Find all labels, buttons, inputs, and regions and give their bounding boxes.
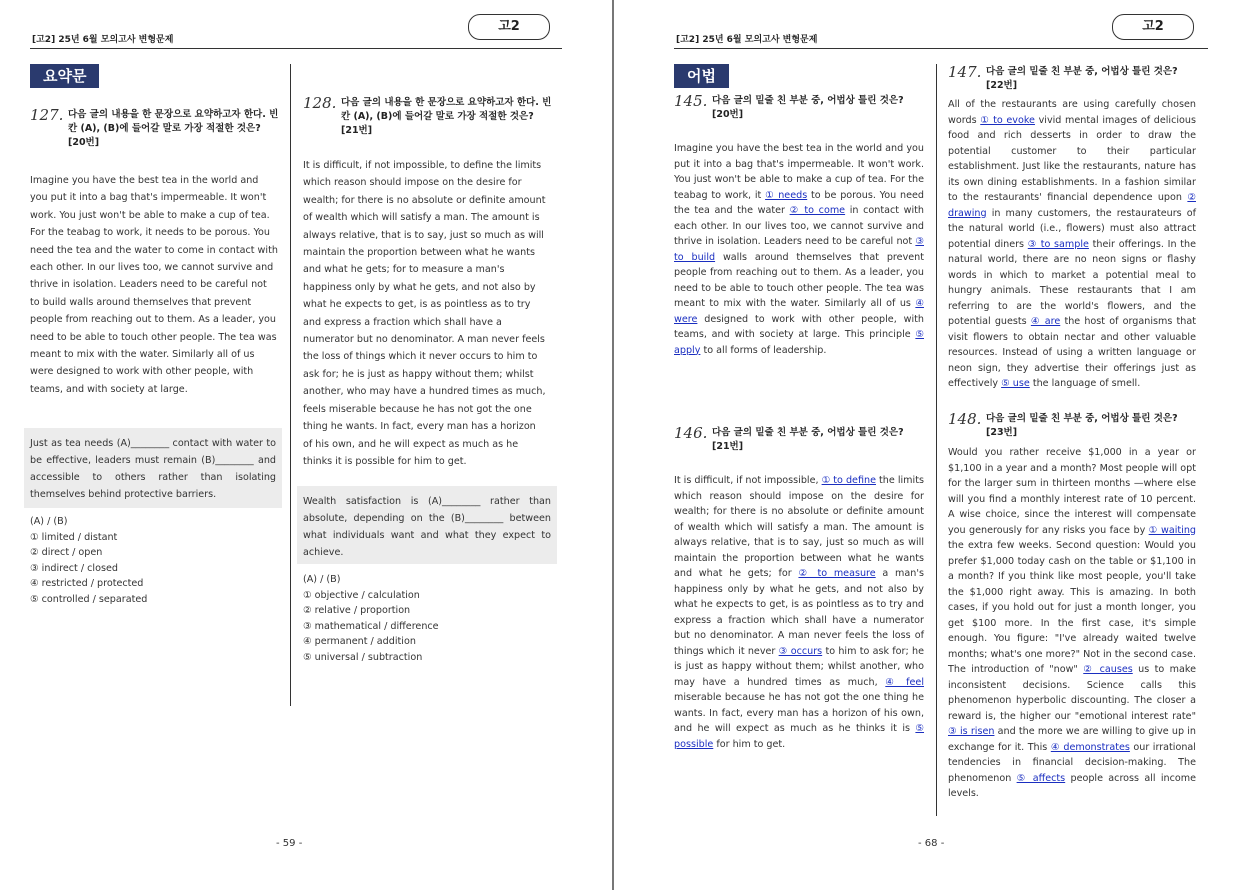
option-4[interactable]: ④ permanent / addition	[303, 636, 416, 648]
question-number: 148.	[948, 410, 982, 428]
passage-text: a man's happiness only by what he gets, and not also by what he expects to get, is as pointless as to try and express a fraction which shall have a numerator but no denominator. A man never feels the loss of things which it never	[674, 568, 924, 657]
underlined-choice-3[interactable]: ③ to build	[674, 236, 924, 263]
passage-147	[948, 97, 1196, 392]
passage-text: to him to ask for; he is just as happy without them; whilst another, who may have a hundred times as much,	[674, 645, 924, 688]
passage-145	[674, 141, 924, 358]
option-1[interactable]: ① objective / calculation	[303, 589, 420, 601]
option-3[interactable]: ③ indirect / closed	[30, 562, 118, 574]
underlined-choice-4[interactable]: ④ are	[1030, 316, 1061, 327]
underlined-choice-2[interactable]: ② causes	[1083, 664, 1133, 675]
options-128	[303, 572, 553, 666]
question-points: [20번]	[68, 137, 100, 148]
passage-127: Imagine you have the best tea in the world and you put it into a bag that's impermeable. It won't work. You just won't be able to make a cup of tea. For the teabag to work, it needs to be porous. You need the tea and the water to come in contact with each other. In our lives too, we cannot survive and thrive in isolation. Leaders need to be careful not to build walls around themselves that prevent people from reaching out to them. As a leader, you need to be able to touch other people. The tea was meant to mix with the water. Similarly all of us were designed to work with other people, with teams, and with society at large.	[30, 175, 278, 395]
question-number: 145.	[674, 92, 708, 110]
question-number: 146.	[674, 424, 708, 442]
underlined-choice-2[interactable]: ② drawing	[948, 192, 1196, 219]
question-instruction	[341, 94, 553, 138]
passage-text: and the more we are willing to give up in exchange for it. This	[948, 726, 1196, 753]
underlined-choice-5[interactable]: ⑤ possible	[674, 723, 925, 750]
question-instruction	[986, 410, 1198, 440]
passage-text: It is difficult, if not impossible,	[674, 475, 819, 486]
option-4[interactable]: ④ restricted / protected	[30, 578, 144, 590]
question-points: [20번]	[712, 109, 744, 120]
grade-badge: 고2	[468, 14, 550, 40]
passage-text: people across all income levels.	[948, 772, 1196, 799]
passage-text: walls around themselves that prevent people from reaching out to them. As a leader, you need to be able to touch other people. The tea was meant to mix with the water. Similarly all of us	[674, 251, 924, 309]
passage-text: Imagine you have the best tea in the world and you put it into a bag that's impermeable. It won't work. You just won't be able to make a cup of tea. For the teabag to work, it	[674, 143, 924, 201]
question-points: [23번]	[986, 427, 1018, 438]
page-number: - 68 -	[918, 838, 945, 849]
option-2[interactable]: ② direct / open	[30, 547, 103, 559]
instruction-text: 다음 글의 내용을 한 문장으로 요약하고자 한다. 빈칸 (A), (B)에 들어갈 말로 가장 적절한 것은?	[68, 109, 279, 134]
passage-text: in many customers, the restaurateurs of the natural world (i.e., flowers) must also attract potential diners	[948, 207, 1196, 250]
question-146	[674, 424, 926, 454]
underlined-choice-5[interactable]: ⑤ affects	[1016, 772, 1066, 784]
question-128	[303, 94, 555, 138]
question-148	[948, 410, 1200, 440]
underlined-choice-1[interactable]: ① to evoke	[980, 114, 1035, 126]
options-header: (A) / (B)	[303, 574, 341, 585]
option-5[interactable]: ⑤ universal / subtraction	[303, 651, 423, 663]
page-header: [고2] 25년 6월 모의고사 변형문제	[676, 35, 818, 45]
option-3[interactable]: ③ mathematical / difference	[303, 620, 439, 632]
options-127	[30, 514, 280, 608]
underlined-choice-2[interactable]: ② to measure	[798, 568, 876, 579]
option-1[interactable]: ① limited / distant	[30, 531, 118, 543]
question-instruction	[712, 92, 924, 122]
page-number: - 59 -	[276, 838, 303, 849]
option-5[interactable]: ⑤ controlled / separated	[30, 593, 148, 605]
question-instruction	[68, 106, 280, 150]
underlined-choice-2[interactable]: ② to come	[789, 205, 846, 216]
question-number: 127.	[30, 106, 64, 124]
passage-text: our irrational tendencies in financial decision-making. The phenomenon	[948, 741, 1196, 784]
header-rule	[30, 48, 562, 49]
question-points: [22번]	[986, 80, 1018, 91]
underlined-choice-3[interactable]: ③ occurs	[778, 645, 823, 657]
grade-badge: 고2	[1112, 14, 1194, 40]
passage-text: for him to get.	[716, 738, 786, 750]
question-instruction	[712, 424, 924, 454]
question-instruction	[986, 63, 1198, 93]
section-label: 어법	[674, 64, 729, 88]
passage-text: designed to work with other people, with teams, and with society at large. This principle	[674, 313, 924, 340]
passage-128: It is difficult, if not impossible, to define the limits which reason should impose on the desire for wealth; for there is no absolute or definite amount of wealth which will satisfy a man. The amount is always relative, that is to say, just so much as will maintain the proportion between what he wants and what he gets; for to measure a man's happiness only by what he gets, and not also by what he expects to get, is as pointless as to try and express a fraction which shall have a numerator but no denominator. A man never feels the loss of things which it never occurs to him to ask for; he is just as happy without them; whilst another, who may have a hundred times as much, feels miserable because he has not got the one thing he wants. In fact, every man has a horizon of his own, and he will expect as much as he thinks it is possible for him to get.	[303, 160, 546, 467]
passage-text: in contact with each other. In our lives too, we cannot survive and thrive in isolation. Leaders need to be careful not	[674, 205, 924, 247]
left-page	[0, 0, 612, 890]
underlined-choice-5[interactable]: ⑤ apply	[674, 329, 924, 356]
question-number: 128.	[303, 94, 337, 112]
underlined-choice-5[interactable]: ⑤ use	[1001, 378, 1030, 389]
underlined-choice-1[interactable]: ① waiting	[1148, 524, 1196, 536]
right-page	[616, 0, 1240, 890]
question-127	[30, 106, 280, 150]
instruction-text: 다음 글의 밑줄 친 부분 중, 어법상 틀린 것은?	[986, 66, 1178, 77]
option-2[interactable]: ② relative / proportion	[303, 605, 411, 617]
passage-text: miserable because he has not got the one thing he wants. In fact, every man has a horizon of his own, and he will expect as much as he thinks it is	[674, 692, 924, 734]
underlined-choice-4[interactable]: ④ feel	[885, 676, 924, 688]
passage-text: their offerings. In the natural world, there are no neon signs or flashy words in which to market a potential meal to hungry animals. These restaurants that I am referring to are the world's flowers, and the potential guests	[948, 238, 1196, 327]
section-label: 요약문	[30, 64, 99, 88]
passage-text: the host of organisms that visit flowers to obtain nectar and other valuable resources. Instead of using a written language or neon sign, they advertise their offerings just as effectively	[948, 316, 1196, 389]
passage-text: to be porous. You need the tea and the water	[674, 189, 924, 216]
question-145	[674, 92, 926, 122]
question-147	[948, 63, 1200, 93]
passage-text: Would you rather receive $1,000 in a year or $1,100 in a year and a month? Most people will opt for the larger sum in thirteen months —where else will you find a monthly interest rate of 10 percent. A wise choice, since the interest will compensate you generously for any risks you face by	[948, 447, 1196, 536]
passage-148	[948, 445, 1196, 802]
instruction-text: 다음 글의 밑줄 친 부분 중, 어법상 틀린 것은?	[986, 413, 1178, 424]
passage-text: the limits which reason should impose on the desire for wealth; for there is no absolute or definite amount of wealth which will satisfy a man. The amount is always relative, that is to say, just so much as will maintain the proportion between what he wants and what he gets; for	[674, 475, 924, 579]
header-rule	[674, 48, 1208, 49]
question-points: [21번]	[712, 441, 744, 452]
instruction-text: 다음 글의 내용을 한 문장으로 요약하고자 한다. 빈칸 (A), (B)에 들어갈 말로 가장 적절한 것은?	[341, 97, 552, 122]
underlined-choice-4[interactable]: ④ demonstrates	[1050, 741, 1130, 753]
underlined-choice-4[interactable]: ④ were	[674, 298, 924, 325]
options-header: (A) / (B)	[30, 516, 68, 527]
passage-146	[674, 473, 924, 752]
underlined-choice-1[interactable]: ① needs	[765, 189, 808, 201]
underlined-choice-3[interactable]: ③ to sample	[1027, 238, 1089, 250]
passage-text: to all forms of leadership.	[703, 344, 827, 356]
passage-text: vivid mental images of delicious food and rich desserts in order to draw the potential customer to their particular establishment. Just like the restaurants, nature has its own dining establishments. In a fashion similar to the restaurants' financial dependence upon	[948, 114, 1196, 203]
summary-box-127: Just as tea needs (A)________ contact with water to be effective, leaders must remain (B)________ and accessible to others rather than isolating themselves behind protective barriers.	[24, 428, 282, 508]
column-divider	[936, 64, 937, 816]
instruction-text: 다음 글의 밑줄 친 부분 중, 어법상 틀린 것은?	[712, 95, 904, 106]
page-header: [고2] 25년 6월 모의고사 변형문제	[32, 35, 174, 45]
instruction-text: 다음 글의 밑줄 친 부분 중, 어법상 틀린 것은?	[712, 427, 904, 438]
passage-text: us to make inconsistent decisions. Science calls this phenomenon hyperbolic discounting. The closer a reward is, the higher our "emotional interest rate"	[948, 664, 1196, 722]
passage-text: the extra few weeks. Second question: Would you prefer $1,000 today cash on the table or $1,100 in a month? If you think like most people, you'll take the $1,000 right away. This is amazing. In both cases, if you hold out for just a month longer, you get $100 more. In the first case, it's simple enough. You figure: "I've already waited twelve months; what's one more?" Not in the second case. The introduction of "now"	[948, 540, 1196, 675]
question-number: 147.	[948, 63, 982, 81]
underlined-choice-1[interactable]: ① to define	[821, 475, 876, 486]
summary-box-128: Wealth satisfaction is (A)________ rather than absolute, depending on the (B)________ between what individuals want and what they expect to achieve.	[297, 486, 557, 564]
passage-text: All of the restaurants are using carefully chosen words	[948, 99, 1196, 126]
passage-text: the language of smell.	[1032, 378, 1141, 389]
column-divider	[290, 64, 291, 706]
underlined-choice-3[interactable]: ③ is risen	[948, 726, 995, 737]
question-points: [21번]	[341, 125, 373, 136]
